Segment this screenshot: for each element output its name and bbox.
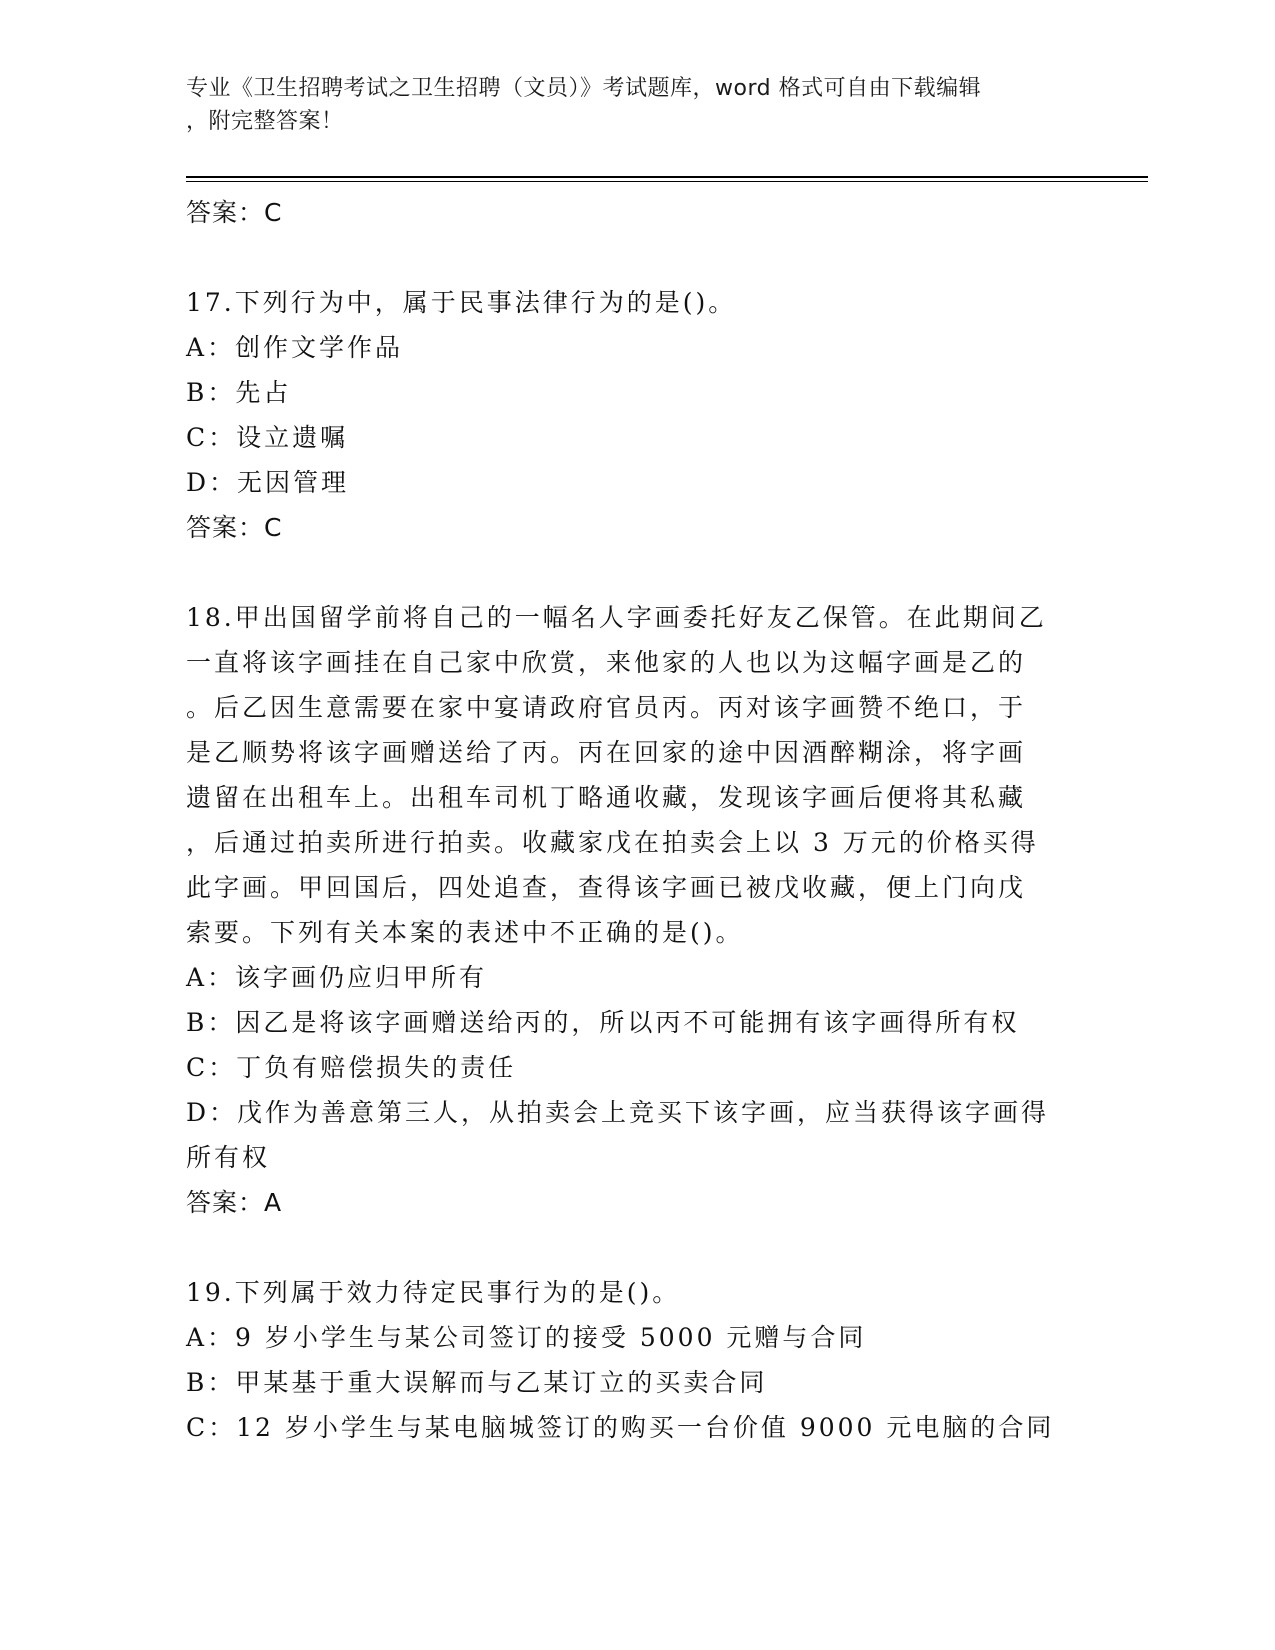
header-line-2: ，附完整答案！ [186, 109, 344, 134]
question-17-option-a: A：创作文学作品 [186, 333, 404, 362]
question-17-stem: 17.下列行为中，属于民事法律行为的是()。 [186, 288, 737, 317]
header-line-1: 专业《卫生招聘考试之卫生招聘（文员）》考试题库，word 格式可自由下载编辑 [186, 76, 982, 101]
question-18-option-c: C：丁负有赔偿损失的责任 [186, 1053, 517, 1082]
spacer [186, 550, 1086, 595]
question-19-option-a: A：9 岁小学生与某公司签订的接受 5000 元赠与合同 [186, 1323, 867, 1352]
question-18-stem-line: ，后通过拍卖所进行拍卖。收藏家戊在拍卖会上以 3 万元的价格买得 [186, 828, 1039, 857]
question-17-option-c: C：设立遗嘱 [186, 423, 349, 452]
question-18-option-a: A：该字画仍应归甲所有 [186, 963, 488, 992]
question-18-stem-line: 一直将该字画挂在自己家中欣赏，来他家的人也以为这幅字画是乙的 [186, 648, 1027, 677]
question-19 [186, 1270, 1086, 1450]
question-18-stem-line: 是乙顺势将该字画赠送给了丙。丙在回家的途中因酒醉糊涂，将字画 [186, 738, 1027, 767]
question-17-option-d: D：无因管理 [186, 468, 350, 497]
question-19-option-c: C：12 岁小学生与某电脑城签订的购买一台价值 9000 元电脑的合同 [186, 1413, 1055, 1442]
header-rule-thin [186, 181, 1148, 182]
question-18-option-b: B：因乙是将该字画赠送给丙的，所以丙不可能拥有该字画得所有权 [186, 1008, 1020, 1037]
question-18-stem-line: 。后乙因生意需要在家中宴请政府官员丙。丙对该字画赞不绝口，于 [186, 693, 1027, 722]
question-18 [186, 595, 1086, 1225]
question-19-stem: 19.下列属于效力待定民事行为的是()。 [186, 1278, 681, 1307]
question-18-option-d-cont: 所有权 [186, 1143, 271, 1172]
document-header [186, 72, 1086, 138]
question-18-stem-line: 索要。下列有关本案的表述中不正确的是()。 [186, 918, 744, 947]
question-18-stem-line: 18.甲出国留学前将自己的一幅名人字画委托好友乙保管。在此期间乙 [186, 603, 1047, 632]
question-17-answer: 答案：C [186, 513, 283, 542]
question-17 [186, 280, 1086, 550]
spacer [186, 1225, 1086, 1270]
question-18-answer: 答案：A [186, 1188, 283, 1217]
header-rule-thick [186, 176, 1148, 178]
question-19-option-b: B：甲某基于重大误解而与乙某订立的买卖合同 [186, 1368, 768, 1397]
question-17-option-b: B：先占 [186, 378, 292, 407]
question-18-stem-line: 此字画。甲回国后，四处追查，查得该字画已被戊收藏，便上门向戊 [186, 873, 1027, 902]
question-18-stem-line: 遗留在出租车上。出租车司机丁略通收藏，发现该字画后便将其私藏 [186, 783, 1027, 812]
question-18-option-d: D：戊作为善意第三人，从拍卖会上竞买下该字画，应当获得该字画得 [186, 1098, 1050, 1127]
answer-prev: 答案：C [186, 198, 283, 227]
spacer [186, 235, 1086, 280]
document-body [186, 190, 1086, 1450]
